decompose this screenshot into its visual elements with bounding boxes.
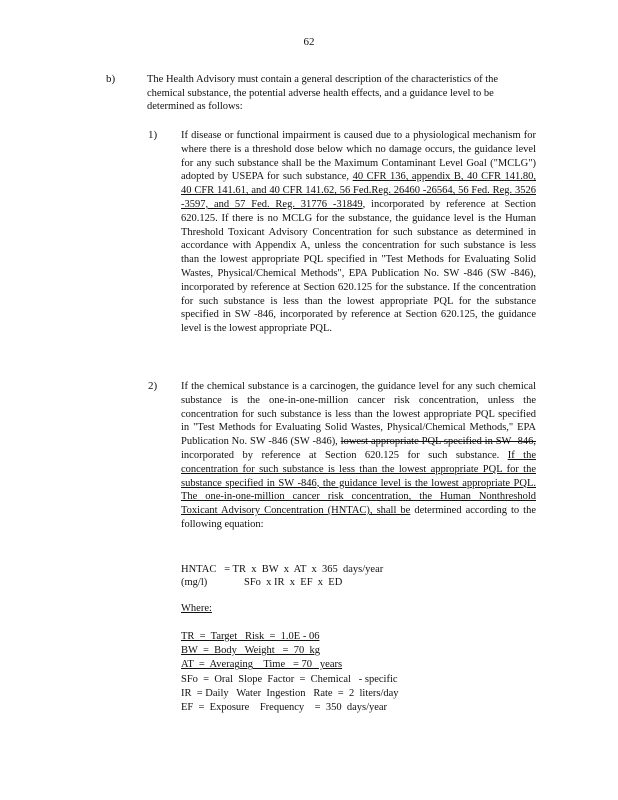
where-label: Where: — [181, 603, 212, 614]
definitions-list — [181, 630, 399, 715]
definition-item: BW = Body Weight = 70 kg — [181, 645, 320, 657]
page-number: 62 — [303, 36, 315, 48]
item-2-text-c: determined according to the following equation: — [181, 505, 536, 530]
section-label: b) — [106, 73, 116, 85]
definition-item: TR = Target Risk = 1.0E - 06 — [181, 631, 320, 642]
item-1-number: 1) — [148, 129, 158, 141]
item-2-struck-text: lowest appropriate PQL specified in SW -846, — [340, 436, 536, 448]
definition-item: AT = Averaging Time = 70 years — [181, 659, 343, 671]
item-2-added-text: If the concentration for such substance is less than the lowest appropriate PQL for the substance specified in SW -846, the guidance level is the lowest appropriate PQL. The one-in-one-million cancer risk concentration, the Human Nonthreshold Toxicant Advisory Concentration (HNTAC), shall be — [181, 449, 536, 517]
definition-item: EF = Exposure Frequency = 350 days/year — [181, 702, 388, 714]
item-1-citations: 40 CFR 136, appendix B, 40 CFR 141.80, 40 CFR 141.61, and 40 CFR 141.62, 56 Fed.Reg. 26460 -26564, 56 Fed. Reg. 3526 -3597, and 57 Fed. Reg. 31776 -31849 — [181, 171, 537, 210]
item-2-paragraph — [181, 380, 536, 532]
item-2-number: 2) — [148, 380, 158, 392]
item-2-text-a: If the chemical substance is a carcinogen, the guidance level for any such chemical substance is the one-in-one-million cancer risk concentration, unless the concentration for such substance is less than the lowest appropriate PQL specified in "Test Methods for Evaluating Solid Wastes, Physical/Chemical Methods," EPA Publication No. SW -846 (SW -846), — [181, 381, 536, 448]
definition-item: IR = Daily Water Ingestion Rate = 2 liters/day — [181, 687, 399, 699]
item-2-text-b: incorporated by reference at Section 620.125 for such substance. — [181, 449, 508, 461]
item-1-text-a: If disease or functional impairment is caused due to a physiological mechanism for where there is a threshold dose below which no damage occurs, the guidance level for any such substance shall be the Maximum Contaminant Level Goal ("MCLG") adopted by USEPA for such substance, — [181, 130, 536, 183]
equation-line-1: HNTAC = TR x BW x AT x 365 days/year — [181, 564, 384, 575]
section-intro: The Health Advisory must contain a general description of the characteristics of the chemical substance, the potential adverse health effects, and a guidance level to be determined as follows: — [147, 74, 499, 112]
definition-item: SFo = Oral Slope Factor = Chemical - specific — [181, 673, 398, 685]
equation-line-2: (mg/l) SFo x IR x EF x ED — [181, 577, 343, 588]
item-1-paragraph — [181, 129, 536, 336]
item-1-text-b: , incorporated by reference at Section 620.125. If there is no MCLG for the substance, the guidance level is the Human Threshold Toxicant Advisory Concentration for such substance as determined in accordance with Appendix A, unless the concentration for such substance is less than the lowest appropriate PQL specified in "Test Methods for Evaluating Solid Wastes, Physical/Chemical Methods", EPA Publication No. SW -846 (SW -846), incorporated by reference at Section 620.125 for the substance. If the concentration for such substance is less than the lowest appropriate PQL for the substance specified in SW -846, incorporated by reference at Section 620.125, the guidance level is the lowest appropriate PQL. — [181, 198, 536, 335]
